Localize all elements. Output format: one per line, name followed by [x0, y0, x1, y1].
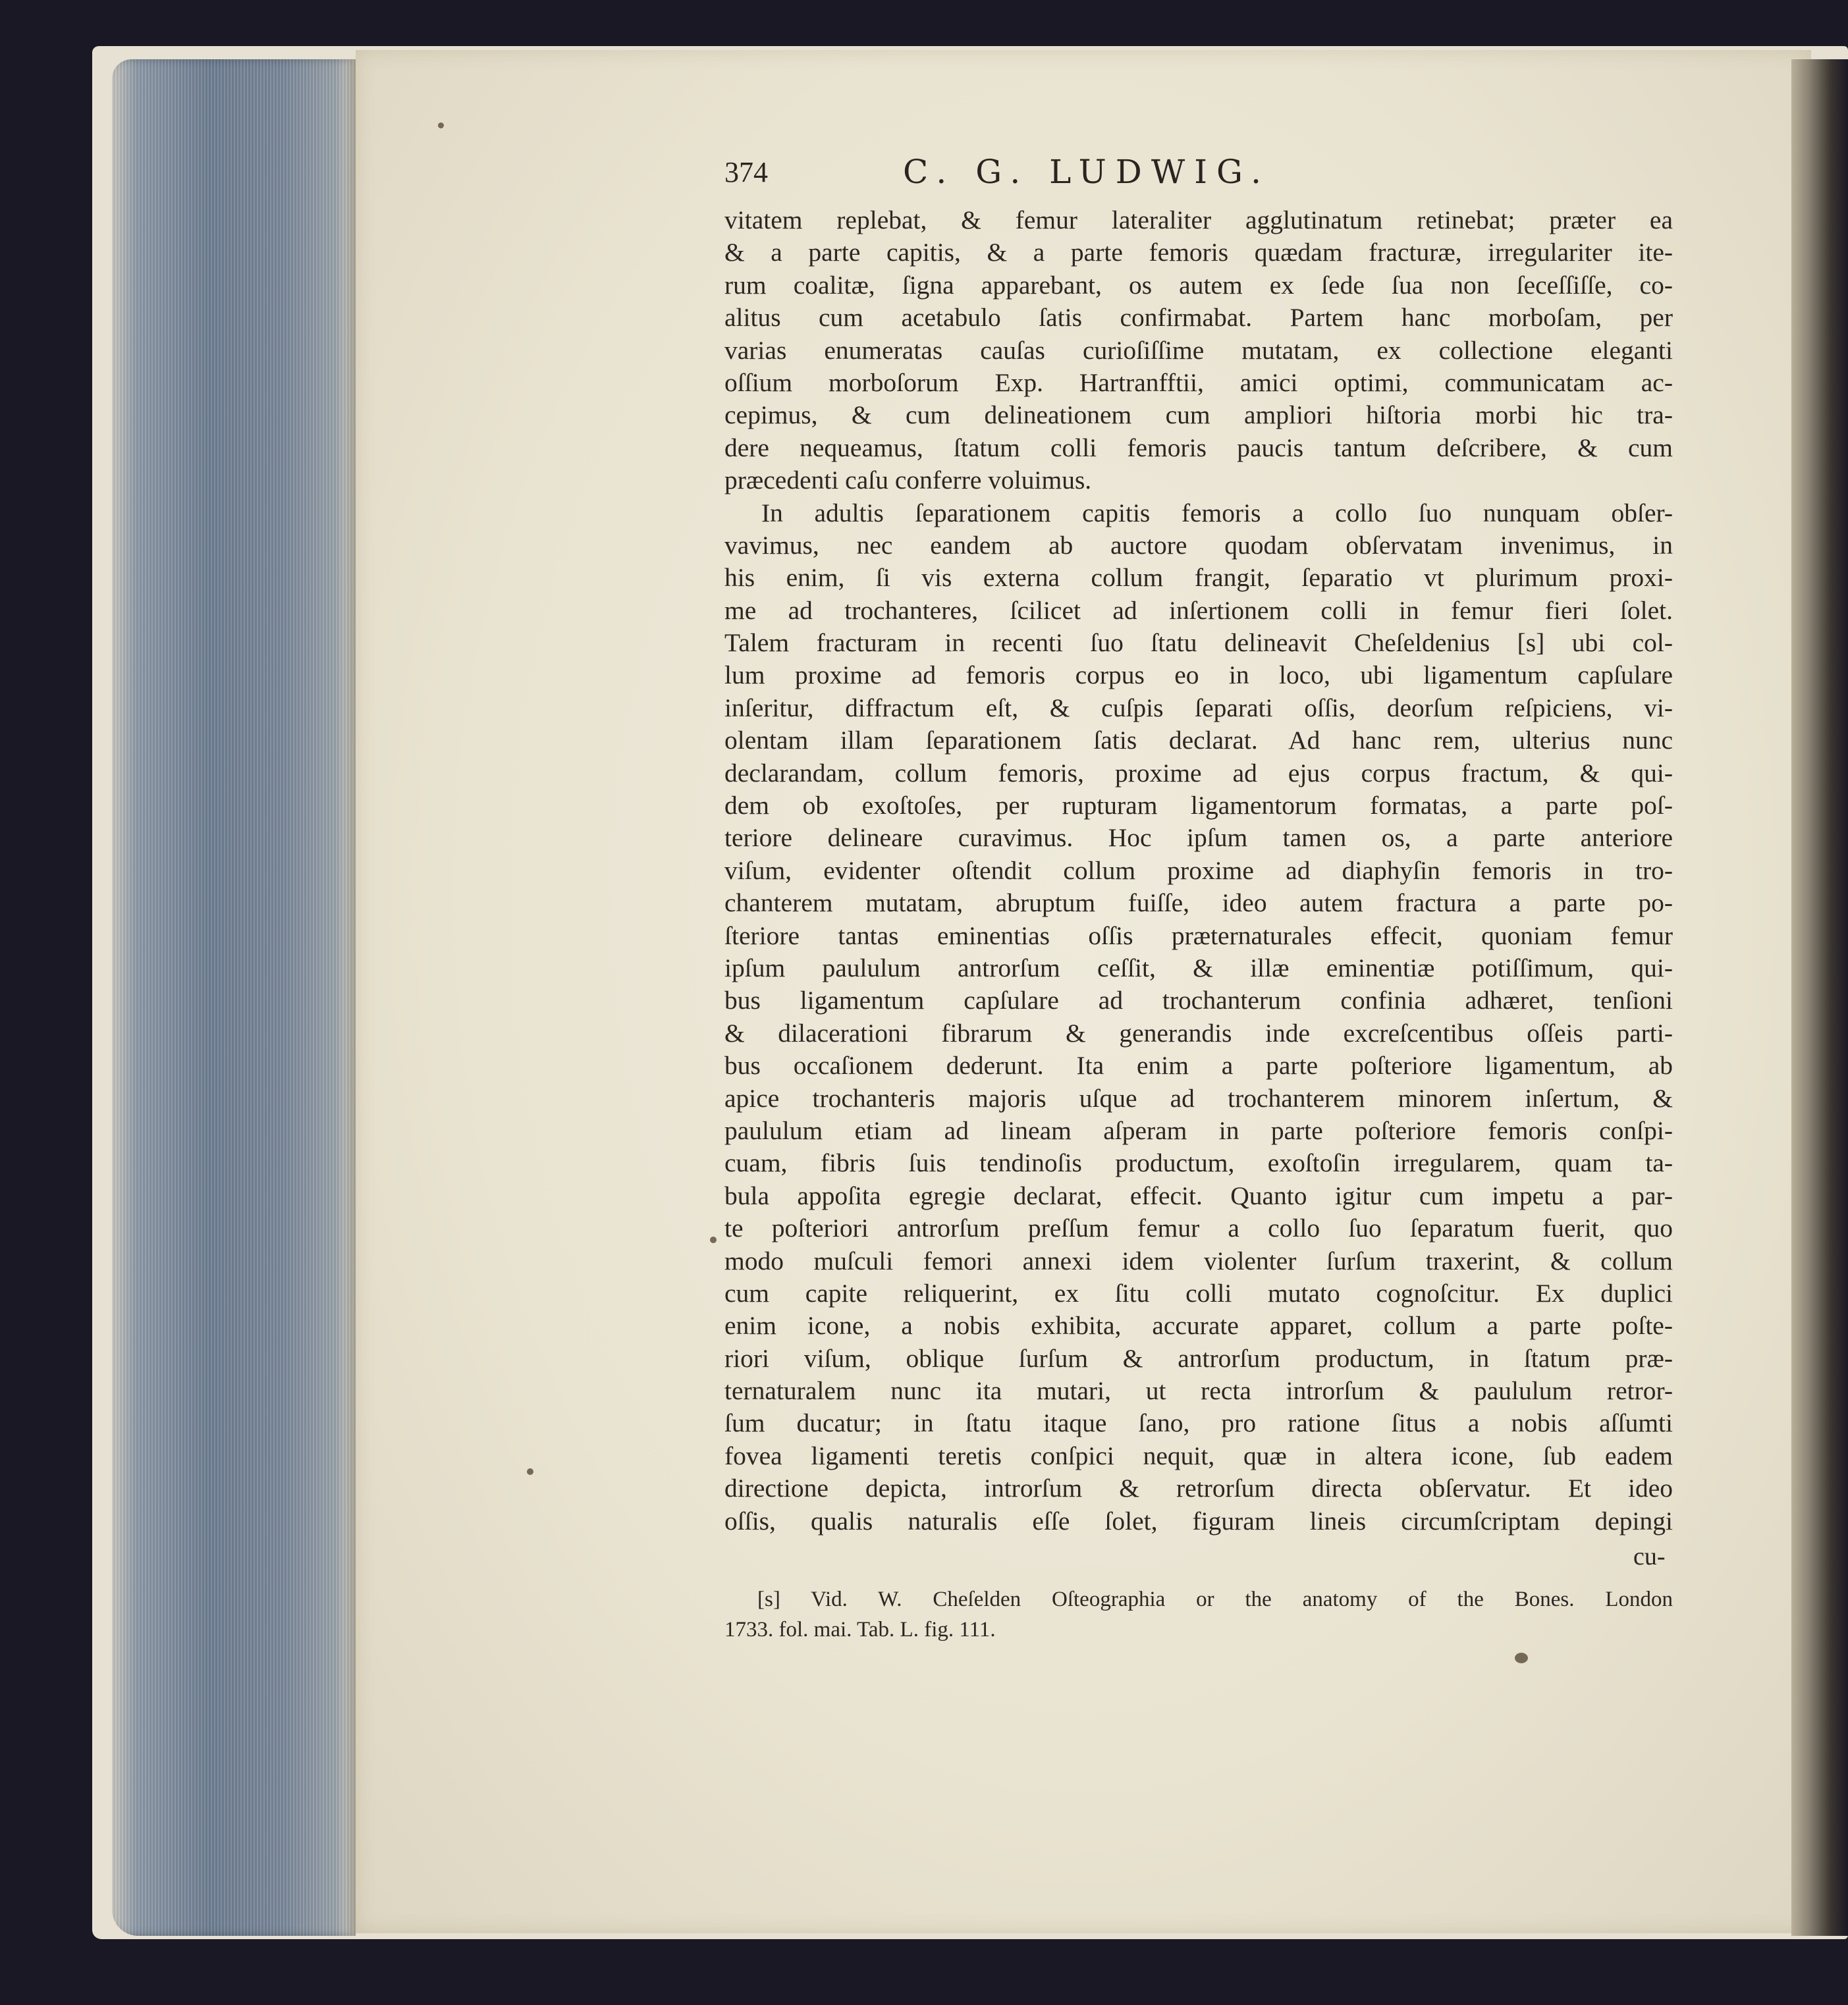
page-number: 374: [724, 156, 768, 188]
text-line: præcedenti caſu conferre voluimus.: [724, 466, 1092, 495]
text-line: inſeritur, diffractum eſt, & cuſpis ſeparati oſſis, deorſum reſpiciens, vi-: [724, 693, 1673, 722]
text-line: bus ligamentum capſulare ad trochanterum confinia adhæret, tenſioni: [724, 986, 1673, 1015]
text-line: lum proxime ad femoris corpus eo in loco, ubi ligamentum capſulare: [724, 660, 1673, 690]
footnote-line: 1733. fol. mai. Tab. L. fig. 111.: [724, 1618, 996, 1642]
text-line: & a parte capitis, & a parte femoris quædam fracturæ, irregulariter ite-: [724, 238, 1673, 267]
text-line: viſum, evidenter oſtendit collum proxime ad diaphyſin femoris in tro-: [724, 855, 1673, 885]
text-line: In adultis ſeparationem capitis femoris a collo ſuo nunquam obſer-: [761, 498, 1673, 527]
catchword: cu-: [1633, 1543, 1666, 1570]
text-line: cuam, fibris ſuis tendinoſis productum, exoſtoſin irregularem, quam ta-: [724, 1148, 1673, 1178]
text-line: bus occaſionem dederunt. Ita enim a parte poſteriore ligamentum, ab: [724, 1051, 1673, 1081]
text-line: directione depicta, introrſum & retrorſum directa obſervatur. Et ideo: [724, 1474, 1673, 1503]
running-title-text: C. G. LUDWIG.: [902, 153, 1271, 191]
text-line: & dilacerationi fibrarum & generandis inde excreſcentibus oſſeis parti-: [724, 1018, 1673, 1048]
ink-speck: [1515, 1653, 1528, 1663]
text-line: oſſium morboſorum Exp. Hartranfftii, amici optimi, communicatam ac-: [724, 367, 1673, 397]
main-text-block: [724, 204, 1673, 1537]
text-line: teriore delineare curavimus. Hoc ipſum tamen os, a parte anteriore: [724, 823, 1673, 853]
text-line: chanterem mutatam, abruptum fuiſſe, ideo autem fractura a parte po-: [724, 888, 1673, 918]
text-line: olentam illam ſeparationem ſatis declarat. Ad hanc rem, ulterius nunc: [724, 726, 1673, 755]
footnote: [724, 1584, 1673, 1645]
text-line: me ad trochanteres, ſcilicet ad inſertionem colli in femur fieri ſolet.: [724, 595, 1673, 625]
text-line: paululum etiam ad lineam aſperam in parte poſteriore femoris conſpi-: [724, 1115, 1673, 1145]
page-fore-edge: [112, 59, 356, 1936]
text-line: bula appoſita egregie declarat, effecit. Quanto igitur cum impetu a par-: [724, 1181, 1673, 1210]
text-line: dem ob exoſtoſes, per rupturam ligamentorum formatas, a parte poſ-: [724, 791, 1673, 820]
text-line: vavimus, nec eandem ab auctore quodam obſervatam invenimus, in: [724, 530, 1673, 560]
text-line: te poſteriori antrorſum preſſum femur a collo ſuo ſeparatum fuerit, quo: [724, 1214, 1673, 1243]
text-line: Talem fracturam in recenti ſuo ſtatu delineavit Cheſeldenius [s] ubi col-: [724, 628, 1673, 658]
running-title: [724, 153, 1449, 191]
text-line: ternaturalem nunc ita mutari, ut recta introrſum & paululum retror-: [724, 1376, 1673, 1406]
ink-speck: [710, 1237, 717, 1243]
text-line: cum capite reliquerint, ex ſitu colli mutato cognoſcitur. Ex duplici: [724, 1278, 1673, 1308]
text-line: rum coalitæ, ſigna apparebant, os autem ex ſede ſua non ſeceſſiſſe, co-: [724, 270, 1673, 300]
text-line: vitatem replebat, & femur lateraliter agglutinatum retinebat; præter ea: [724, 205, 1673, 234]
text-line: modo muſculi femori annexi idem violenter ſurſum traxerint, & collum: [724, 1246, 1673, 1275]
text-line: riori viſum, oblique ſurſum & antrorſum productum, in ſtatum præ-: [724, 1343, 1673, 1373]
text-line: declarandam, collum femoris, proxime ad ejus corpus fractum, & qui-: [724, 758, 1673, 788]
text-line: fovea ligamenti teretis conſpici nequit, quæ in altera icone, ſub eadem: [724, 1441, 1673, 1470]
text-line: his enim, ſi vis externa collum frangit, ſeparatio vt plurimum proxi-: [724, 563, 1673, 593]
ink-speck: [527, 1468, 533, 1475]
footnote-line: [s] Vid. W. Cheſelden Oſteographia or the anatomy of the Bones. London: [757, 1588, 1673, 1611]
text-line: enim icone, a nobis exhibita, accurate apparet, collum a parte poſte-: [724, 1311, 1673, 1341]
text-line: alitus cum acetabulo ſatis confirmabat. Partem hanc morboſam, per: [724, 303, 1673, 333]
text-line: ipſum paululum antrorſum ceſſit, & illæ eminentiæ potiſſimum, qui-: [724, 953, 1673, 982]
text-line: dere nequeamus, ſtatum colli femoris paucis tantum deſcribere, & cum: [724, 433, 1673, 462]
ink-speck: [438, 122, 444, 128]
text-line: ſum ducatur; in ſtatu itaque ſano, pro ratione ſitus a nobis aſſumti: [724, 1408, 1673, 1438]
book-gutter: [1791, 59, 1848, 1936]
text-line: varias enumeratas cauſas curioſiſſime mutatam, ex collectione eleganti: [724, 335, 1673, 365]
text-line: cepimus, & cum delineationem cum ampliori hiſtoria morbi hic tra-: [724, 400, 1673, 430]
text-line: ſteriore tantas eminentias oſſis præternaturales effecit, quoniam femur: [724, 921, 1673, 950]
text-line: apice trochanteris majoris uſque ad trochanterem minorem inſertum, &: [724, 1083, 1673, 1113]
text-line: oſſis, qualis naturalis eſſe ſolet, figuram lineis circumſcriptam depingi: [724, 1506, 1673, 1536]
